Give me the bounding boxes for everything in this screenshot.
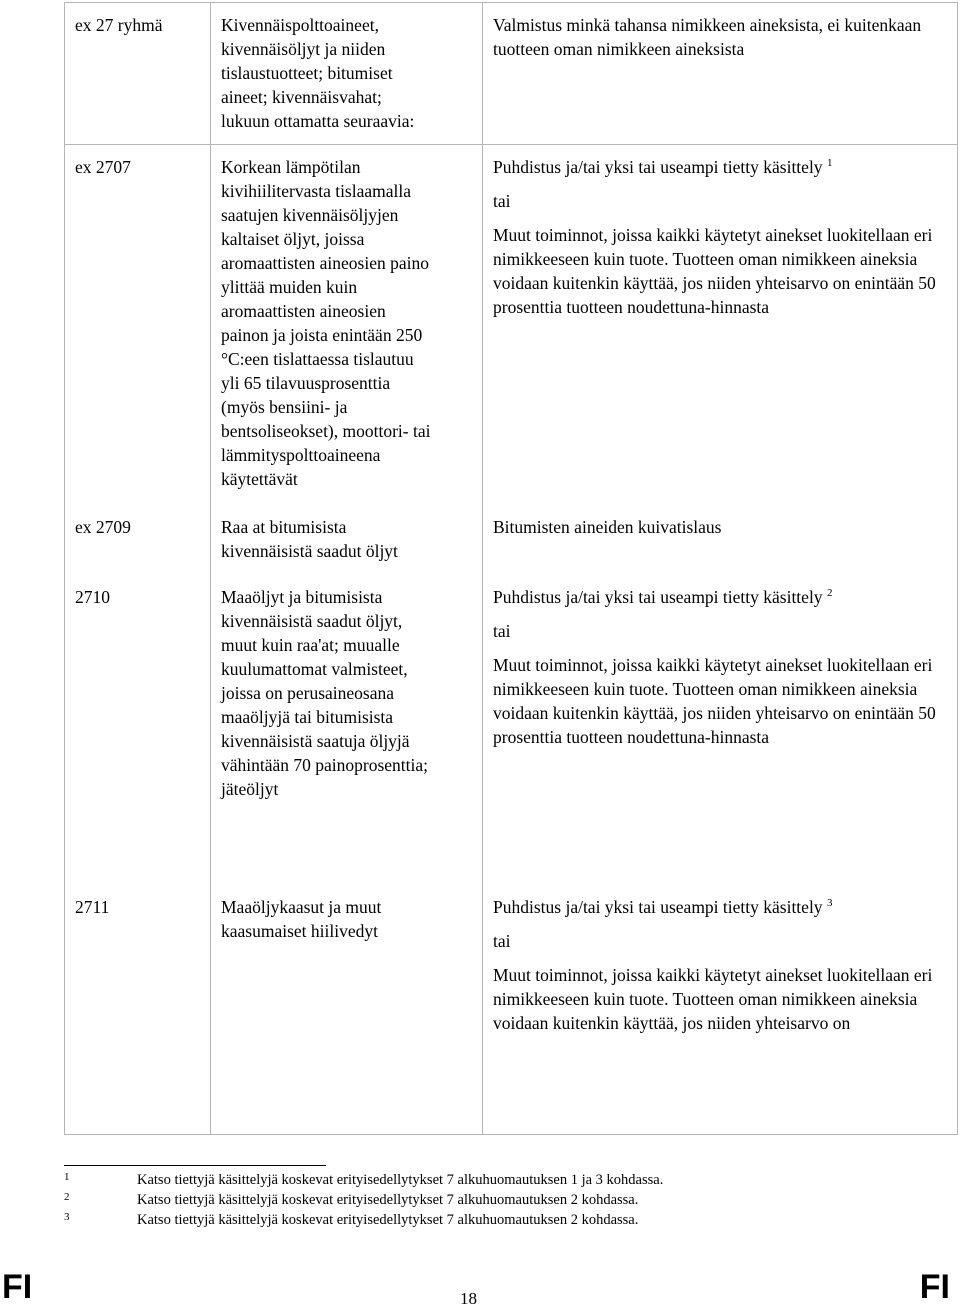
table-row bbox=[65, 3, 958, 145]
description-line: kivennäisistä saadut öljyt bbox=[221, 540, 398, 561]
rule-text: Muut toiminnot, joissa kaikki käytetyt ainekset luokitellaan eri nimikkeeseen kuin tuote. Tuotteen oman nimikkeen aineksia voidaan kuitenkin käyttää, jos niiden yhteisarvo on bbox=[493, 964, 933, 1033]
heading-code-cell: 2711 bbox=[65, 885, 211, 1135]
description-line: °C:een tislattaessa tislautuu bbox=[221, 349, 414, 369]
footnote-text: Katso tiettyjä käsittelyjä koskevat erityisedellytykset 7 alkuhuomautuksen 1 ja 3 kohdassa. bbox=[137, 1172, 664, 1188]
rule-or: tai bbox=[493, 191, 511, 211]
rule-text: Puhdistus ja/tai yksi tai useampi tietty käsittely $^3$ bbox=[493, 896, 833, 917]
footnote-number: 3 bbox=[64, 1211, 70, 1223]
description-cell bbox=[211, 505, 483, 575]
description-cell bbox=[211, 575, 483, 885]
table-row bbox=[65, 145, 958, 505]
description-cell bbox=[211, 3, 483, 145]
language-marker-left: FI bbox=[2, 1268, 33, 1306]
description-line: joissa on perusaineosana bbox=[221, 682, 395, 703]
description-line: maaöljyjä tai bitumisista bbox=[221, 706, 394, 727]
description-line: bentsoliseokset), moottori- tai bbox=[221, 421, 431, 441]
footnote bbox=[64, 1210, 663, 1230]
rule-text: Bitumisten aineiden kuivatislaus bbox=[493, 516, 722, 537]
description-line: yli 65 tilavuusprosenttia bbox=[221, 373, 391, 393]
footnote-text: Katso tiettyjä käsittelyjä koskevat erityisedellytykset 7 alkuhuomautuksen 2 kohdassa. bbox=[137, 1212, 639, 1228]
heading-code-cell: ex 27 ryhmä bbox=[65, 3, 211, 145]
description-line: (myös bensiini- ja bbox=[221, 397, 348, 417]
footnote bbox=[64, 1190, 663, 1210]
description-line: käytettävät bbox=[221, 469, 298, 489]
description-line: aromaattisten aineosien bbox=[221, 301, 386, 321]
description-line: kivennäisöljyt ja niiden bbox=[221, 39, 386, 59]
description-line: lukuun ottamatta seuraavia: bbox=[221, 111, 415, 131]
description-line: kaasumaiset hiilivedyt bbox=[221, 920, 378, 941]
rule-cell bbox=[483, 145, 958, 505]
description-line: kivennäisistä saatuja öljyjä bbox=[221, 730, 410, 751]
heading-code-cell: ex 2709 bbox=[65, 505, 211, 575]
footnotes bbox=[64, 1170, 663, 1230]
rule-text: Valmistus minkä tahansa nimikkeen aineksista, ei kuitenkaan tuotteen oman nimikkeen aineksista bbox=[493, 15, 922, 59]
description-line: kivennäisistä saadut öljyt, bbox=[221, 610, 403, 631]
description-line: muut kuin raa'at; muualle bbox=[221, 634, 400, 655]
rule-text: Muut toiminnot, joissa kaikki käytetyt ainekset luokitellaan eri nimikkeeseen kuin tuote. Tuotteen oman nimikkeen aineksia voidaan kuitenkin käyttää, jos niiden yhteisarvo on enintään 50 prosenttia tuotteen noudettuna-hinnasta bbox=[493, 654, 936, 747]
description-line: jäteöljyt bbox=[221, 778, 279, 799]
footnote-separator bbox=[64, 1165, 326, 1166]
rule-cell bbox=[483, 885, 958, 1135]
rule-text: Muut toiminnot, joissa kaikki käytetyt ainekset luokitellaan eri nimikkeeseen kuin tuote. Tuotteen oman nimikkeen aineksia voidaan kuitenkin käyttää, jos niiden yhteisarvo on enintään 50 prosenttia tuotteen noudettuna-hinnasta bbox=[493, 225, 936, 317]
description-line: Maaöljyt ja bitumisista bbox=[221, 586, 383, 607]
rule-text: Puhdistus ja/tai yksi tai useampi tietty käsittely $^1$ bbox=[493, 157, 833, 177]
description-line: Maaöljykaasut ja muut bbox=[221, 896, 382, 917]
description-line: Korkean lämpötilan bbox=[221, 157, 361, 177]
rule-or: tai bbox=[493, 620, 511, 641]
description-line: Kivennäispolttoaineet, bbox=[221, 15, 379, 35]
description-line: tislaustuotteet; bitumiset bbox=[221, 63, 393, 83]
description-line: vähintään 70 painoprosenttia; bbox=[221, 754, 429, 775]
rule-cell bbox=[483, 3, 958, 145]
rule-text: Puhdistus ja/tai yksi tai useampi tietty käsittely $^2$ bbox=[493, 586, 833, 607]
description-line: painon ja joista enintään 250 bbox=[221, 325, 423, 345]
rule-cell bbox=[483, 575, 958, 885]
heading-code-cell: 2710 bbox=[65, 575, 211, 885]
rules-table bbox=[64, 2, 958, 1135]
description-line: kuulumattomat valmisteet, bbox=[221, 658, 408, 679]
description-cell bbox=[211, 145, 483, 505]
footnote-number: 1 bbox=[64, 1171, 70, 1183]
footnote-number: 2 bbox=[64, 1191, 70, 1203]
table-row bbox=[65, 885, 958, 1135]
description-line: saatujen kivennäisöljyjen bbox=[221, 205, 399, 225]
page-number: 18 bbox=[460, 1289, 477, 1308]
description-line: aromaattisten aineosien paino bbox=[221, 253, 429, 273]
language-marker-right: FI bbox=[919, 1268, 950, 1306]
description-line: kivihiilitervasta tislaamalla bbox=[221, 181, 412, 201]
heading-code-cell: ex 2707 bbox=[65, 145, 211, 505]
description-cell bbox=[211, 885, 483, 1135]
description-line: Raa at bitumisista bbox=[221, 516, 347, 537]
rule-cell bbox=[483, 505, 958, 575]
footnote-ref: 3 bbox=[826, 896, 833, 909]
table-row bbox=[65, 505, 958, 575]
table-row bbox=[65, 575, 958, 885]
rule-or: tai bbox=[493, 930, 511, 951]
description-line: aineet; kivennäisvahat; bbox=[221, 87, 382, 107]
footnote-text: Katso tiettyjä käsittelyjä koskevat erityisedellytykset 7 alkuhuomautuksen 2 kohdassa. bbox=[137, 1192, 639, 1208]
footnote bbox=[64, 1170, 663, 1190]
description-line: kaltaiset öljyt, joissa bbox=[221, 229, 365, 249]
footnote-ref: 2 bbox=[826, 586, 833, 599]
description-line: lämmityspolttoaineena bbox=[221, 445, 381, 465]
description-line: ylittää muiden kuin bbox=[221, 277, 358, 297]
footnote-ref: 1 bbox=[826, 157, 833, 170]
